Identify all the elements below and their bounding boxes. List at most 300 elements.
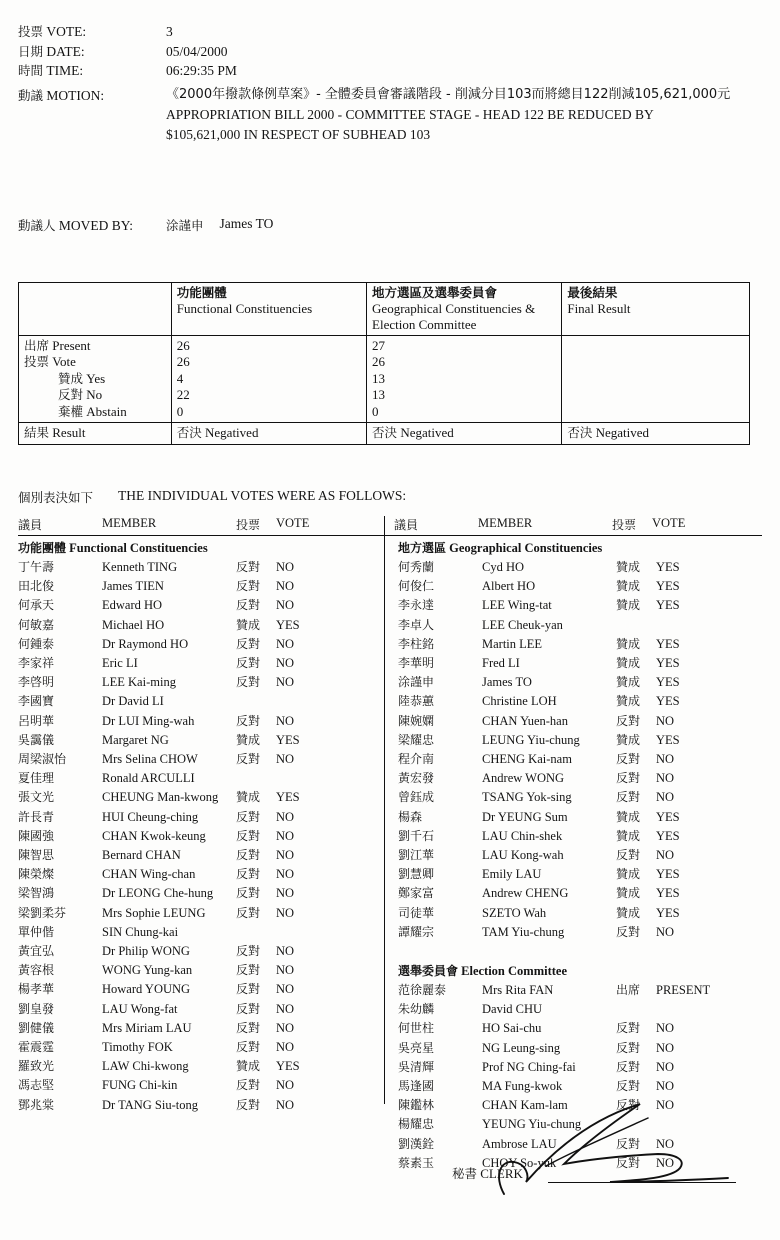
- member-name-cn: 陳榮燦: [18, 867, 55, 882]
- vote-row: [18, 923, 384, 942]
- vote-value-en: YES: [656, 656, 680, 671]
- vote-value-en: YES: [656, 636, 680, 651]
- vote-value-en: NO: [276, 809, 295, 824]
- vote-value-en: NO: [276, 944, 295, 959]
- member-name-en: Martin LEE: [482, 636, 543, 651]
- vote-row: [398, 808, 762, 827]
- votes-section-header: [398, 942, 762, 981]
- vote-row: [18, 808, 384, 827]
- summary-result-functional: 否決 Negatived: [171, 423, 366, 445]
- member-name-cn: 呂明華: [18, 713, 55, 728]
- vote-row: [18, 673, 384, 692]
- vote-value-cn: 贊成: [616, 694, 641, 709]
- member-name-cn: 羅致光: [18, 1059, 55, 1074]
- member-name-cn: 何承天: [18, 598, 55, 613]
- member-name-cn: 梁智鴻: [18, 886, 55, 901]
- member-name-cn: 夏佳理: [18, 771, 55, 786]
- votes-column-divider: [384, 516, 385, 1104]
- individual-votes-title-en: THE INDIVIDUAL VOTES WERE AS FOLLOWS:: [118, 488, 407, 503]
- individual-votes-table: [18, 516, 762, 1173]
- vote-value-cn: 反對: [236, 752, 261, 767]
- vote-value-en: YES: [656, 809, 680, 824]
- vote-value-cn: 反對: [236, 1001, 261, 1016]
- vote-row: [18, 558, 384, 577]
- member-name-cn: 曾鈺成: [398, 790, 435, 805]
- member-name-cn: 梁劉柔芬: [18, 905, 67, 920]
- member-name-cn: 鄭家富: [398, 886, 435, 901]
- member-name-en: Dr LEONG Che-hung: [102, 886, 214, 901]
- member-name-cn: 陸恭蕙: [398, 694, 435, 709]
- header-member-cn-right: 議員: [394, 518, 419, 532]
- member-name-en: Dr LUI Ming-wah: [102, 713, 195, 728]
- member-name-en: LAU Kong-wah: [482, 848, 564, 863]
- signature-line: [548, 1182, 736, 1183]
- votes-section-header-en: Election Committee: [458, 964, 568, 979]
- member-name-cn: 黃容根: [18, 963, 55, 978]
- mover-name-en: James TO: [219, 216, 274, 231]
- votes-section-header-cn: 功能團體: [18, 541, 67, 555]
- member-name-cn: 黃宜弘: [18, 944, 55, 959]
- vote-value-cn: [236, 692, 276, 711]
- vote-row: [18, 942, 384, 961]
- fc-no: 22: [176, 387, 190, 403]
- vote-value-en: NO: [656, 752, 675, 767]
- vote-row: [18, 731, 384, 750]
- mover-name-cn: 涂謹申: [166, 218, 204, 233]
- vote-value-cn: 贊成: [616, 867, 641, 882]
- member-name-en: Dr TANG Siu-tong: [102, 1097, 198, 1112]
- vote-value-cn: 反對: [236, 828, 261, 843]
- vote-value-en: NO: [276, 1040, 295, 1055]
- vote-value-cn: 贊成: [616, 886, 641, 901]
- vote-value-en: NO: [276, 905, 295, 920]
- vote-value-cn: 反對: [616, 1079, 641, 1094]
- vote-value-en: PRESENT: [656, 983, 711, 998]
- member-name-cn: 丁午壽: [18, 560, 55, 574]
- vote-value-en: [656, 1000, 716, 1019]
- vote-value-cn: 贊成: [236, 617, 261, 632]
- member-name-cn: 劉江華: [398, 848, 435, 863]
- member-name-cn: 范徐麗泰: [398, 983, 447, 998]
- vote-value-en: [276, 692, 336, 711]
- fc-yes: 4: [176, 370, 184, 386]
- vote-value-cn: 出席: [616, 983, 641, 998]
- motion-label: [18, 86, 166, 144]
- member-name-en: Margaret NG: [102, 732, 169, 747]
- member-name-en: Fred LI: [482, 656, 520, 671]
- summary-label-no: 反對 No: [58, 387, 103, 403]
- vote-value-en: NO: [656, 1079, 675, 1094]
- vote-number-label: [18, 22, 166, 42]
- member-name-en: Cyd HO: [482, 560, 525, 574]
- member-name-en: SIN Chung-kai: [102, 924, 179, 939]
- vote-row: [18, 596, 384, 615]
- gc-abstain: 0: [372, 403, 379, 419]
- gc-present: 27: [372, 338, 386, 353]
- motion-text-en-line2: $105,621,000 IN RESPECT OF SUBHEAD 103: [166, 127, 431, 142]
- member-name-cn: 楊孝華: [18, 982, 55, 997]
- vote-value-cn: 反對: [616, 924, 641, 939]
- member-name-en: LEE Wing-tat: [482, 598, 552, 613]
- moved-by-label: [18, 216, 166, 234]
- member-name-cn: 梁耀忠: [398, 732, 435, 747]
- member-name-cn: 吳靄儀: [18, 732, 55, 747]
- vote-value-en: NO: [276, 579, 295, 594]
- member-name-en: Albert HO: [482, 579, 536, 594]
- member-name-cn: 司徒華: [398, 905, 435, 920]
- vote-value-en: NO: [276, 867, 295, 882]
- vote-row: [18, 712, 384, 731]
- vote-value-cn: 贊成: [616, 809, 641, 824]
- member-name-cn: 劉千石: [398, 828, 435, 843]
- member-name-cn: 吳亮星: [398, 1040, 435, 1055]
- vote-date-label: [18, 42, 166, 62]
- member-name-cn: 朱幼麟: [398, 1002, 435, 1017]
- vote-value-cn: 反對: [616, 771, 641, 786]
- vote-value-cn: 反對: [236, 1020, 261, 1035]
- vote-value-en: NO: [276, 828, 295, 843]
- member-name-en: CHAN Yuen-han: [482, 713, 568, 728]
- member-name-en: Dr YEUNG Sum: [482, 809, 568, 824]
- vote-value-en: NO: [276, 656, 295, 671]
- member-name-en: CHAN Kwok-keung: [102, 828, 206, 843]
- vote-value-cn: 贊成: [616, 828, 641, 843]
- vote-label-en: VOTE:: [46, 24, 87, 39]
- member-name-cn: 李啓明: [18, 675, 55, 690]
- member-name-en: Mrs Miriam LAU: [102, 1020, 192, 1035]
- vote-value-en: YES: [656, 886, 680, 901]
- member-name-cn: 何俊仁: [398, 579, 435, 594]
- vote-row: [398, 846, 762, 865]
- vote-row: [398, 692, 762, 711]
- vote-value-en: NO: [276, 1020, 295, 1035]
- member-name-cn: 張文光: [18, 790, 55, 805]
- vote-row: [18, 1076, 384, 1095]
- member-name-en: CHENG Kai-nam: [482, 752, 572, 767]
- member-name-en: Ronald ARCULLI: [102, 771, 195, 786]
- member-name-en: MA Fung-kwok: [482, 1079, 563, 1094]
- summary-body-row: [19, 336, 750, 423]
- clerk-label-cn: 秘書: [452, 1166, 478, 1181]
- moved-by-label-en: MOVED BY:: [58, 218, 134, 233]
- vote-row: [398, 616, 762, 635]
- member-name-en: CHEUNG Man-kwong: [102, 790, 219, 805]
- vote-value-en: NO: [276, 886, 295, 901]
- header-vote-en-right: VOTE: [652, 516, 686, 530]
- member-name-cn: 楊森: [398, 809, 423, 824]
- votes-column-left: [18, 536, 384, 1173]
- member-name-en: Bernard CHAN: [102, 848, 181, 863]
- votes-header-right: [386, 516, 762, 533]
- signature-ink: [490, 1102, 750, 1202]
- vote-value-en: YES: [656, 694, 680, 709]
- vote-value-cn: 贊成: [236, 732, 261, 747]
- summary-values-geographical: [367, 336, 562, 423]
- vote-value-en: NO: [656, 1040, 675, 1055]
- fc-present: 26: [176, 338, 190, 353]
- member-name-cn: 李家祥: [18, 656, 55, 671]
- vote-row: [18, 827, 384, 846]
- clerk-label-en: CLERK: [480, 1166, 523, 1181]
- vote-value-en: NO: [656, 1155, 675, 1170]
- summary-col-geographical-en: Geographical Constituencies & Election Committee: [372, 301, 536, 332]
- vote-number-value: 3: [166, 24, 173, 39]
- member-name-cn: 何鍾泰: [18, 636, 55, 651]
- vote-value-en: NO: [276, 675, 295, 690]
- vote-row: [18, 654, 384, 673]
- vote-row: [398, 1000, 762, 1019]
- votes-header-row: [18, 516, 762, 535]
- vote-value-cn: 贊成: [616, 675, 641, 690]
- vote-value-cn: 反對: [616, 790, 641, 805]
- motion-label-en: MOTION:: [46, 88, 105, 103]
- member-name-en: CHOY So-yuk: [482, 1155, 557, 1170]
- member-name-en: LAW Chi-kwong: [102, 1059, 189, 1074]
- vote-row: [18, 1038, 384, 1057]
- member-name-en: David CHU: [482, 1002, 543, 1017]
- vote-row: [398, 731, 762, 750]
- member-name-en: Kenneth TING: [102, 560, 178, 574]
- vote-value-cn: 反對: [236, 1040, 261, 1055]
- votes-section-header-en: Functional Constituencies: [66, 541, 208, 555]
- votes-section-header-cn: 地方選區: [398, 541, 447, 555]
- vote-value-en: NO: [276, 598, 295, 613]
- vote-row: [398, 827, 762, 846]
- vote-value-cn: 反對: [236, 848, 261, 863]
- vote-value-cn: 反對: [616, 1098, 641, 1113]
- vote-value-cn: [616, 1000, 656, 1019]
- vote-row: [18, 1019, 384, 1038]
- votes-columns: [18, 536, 762, 1173]
- time-label-en: TIME:: [46, 63, 84, 78]
- vote-value-cn: [236, 923, 276, 942]
- member-name-cn: 涂謹申: [398, 675, 435, 690]
- vote-value-en: NO: [656, 848, 675, 863]
- date-label-cn: 日期: [18, 43, 44, 59]
- motion-block: [18, 86, 778, 144]
- vote-value-en: YES: [656, 560, 680, 574]
- vote-meta-block: [18, 22, 237, 81]
- vote-row: [398, 884, 762, 903]
- summary-col-geographical-cn: 地方選區及選舉委員會: [372, 285, 498, 300]
- vote-row: [398, 596, 762, 615]
- vote-value-cn: 反對: [616, 713, 641, 728]
- gc-no: 13: [372, 387, 386, 403]
- member-name-cn: 黃宏發: [398, 771, 435, 786]
- vote-row: [18, 635, 384, 654]
- votes-header-left: [18, 516, 386, 533]
- vote-value-cn: 反對: [236, 867, 261, 882]
- vote-time-value: 06:29:35 PM: [166, 63, 237, 78]
- vote-value-en: NO: [656, 771, 675, 786]
- member-name-en: Andrew CHENG: [482, 886, 569, 901]
- vote-value-en: NO: [656, 790, 675, 805]
- member-name-en: Prof NG Ching-fai: [482, 1059, 576, 1074]
- vote-value-en: NO: [656, 713, 675, 728]
- vote-row: [398, 865, 762, 884]
- vote-row: [398, 904, 762, 923]
- fc-abstain: 0: [176, 403, 184, 419]
- vote-value-en: NO: [656, 1059, 675, 1074]
- member-name-cn: 劉漢銓: [398, 1136, 435, 1151]
- individual-votes-title: [18, 488, 406, 506]
- individual-votes-title-cn: 個別表決如下: [18, 490, 94, 505]
- vote-row: [18, 692, 384, 711]
- votes-section-header: [18, 536, 384, 558]
- vote-value-en: NO: [276, 1097, 295, 1112]
- member-name-en: CHAN Wing-chan: [102, 867, 196, 882]
- vote-row: [398, 769, 762, 788]
- vote-value-en: NO: [276, 982, 295, 997]
- vote-value-en: YES: [656, 867, 680, 882]
- member-name-cn: 李卓人: [398, 617, 435, 632]
- vote-row: [18, 577, 384, 596]
- vote-row: [18, 1096, 384, 1115]
- summary-values-functional: [171, 336, 366, 423]
- member-name-en: Mrs Rita FAN: [482, 983, 554, 998]
- vote-number-row: [18, 22, 237, 42]
- header-vote-cn-left: 投票: [236, 518, 261, 532]
- vote-row: [398, 673, 762, 692]
- vote-value-en: NO: [656, 1136, 675, 1151]
- vote-value-cn: 反對: [236, 713, 261, 728]
- member-name-en: Dr Raymond HO: [102, 636, 189, 651]
- member-name-en: Mrs Sophie LEUNG: [102, 905, 206, 920]
- summary-label-present: 出席 Present: [24, 338, 91, 353]
- votes-section-header: [398, 536, 762, 558]
- member-name-en: Howard YOUNG: [102, 982, 191, 997]
- member-name-en: Emily LAU: [482, 867, 542, 882]
- vote-value-cn: 反對: [616, 1059, 641, 1074]
- vote-value-cn: 反對: [236, 1078, 261, 1093]
- member-name-cn: 譚耀宗: [398, 924, 435, 939]
- member-name-en: Andrew WONG: [482, 771, 565, 786]
- motion-text-en-line1: APPROPRIATION BILL 2000 - COMMITTEE STAGE - HEAD 122 BE REDUCED BY: [166, 107, 654, 122]
- vote-value-en: YES: [656, 598, 680, 613]
- vote-row: [398, 712, 762, 731]
- vote-row: [398, 1077, 762, 1096]
- summary-corner-cell: [19, 283, 172, 336]
- vote-value-cn: 反對: [616, 752, 641, 767]
- moved-by-label-cn: 動議人: [18, 218, 56, 233]
- vote-value-cn: 反對: [236, 636, 261, 651]
- member-name-cn: 許長青: [18, 809, 55, 824]
- member-name-cn: 馬逢國: [398, 1079, 435, 1094]
- gc-vote: 26: [372, 354, 386, 370]
- fc-vote: 26: [176, 354, 190, 370]
- member-name-en: Michael HO: [102, 617, 165, 632]
- member-name-en: TSANG Yok-sing: [482, 790, 572, 805]
- vote-value-cn: 贊成: [616, 656, 641, 671]
- vote-value-en: YES: [656, 675, 680, 690]
- member-name-cn: 陳國強: [18, 828, 55, 843]
- member-name-cn: 李國寶: [18, 694, 55, 709]
- date-label-en: DATE:: [46, 43, 85, 59]
- votes-column-right: [384, 536, 762, 1173]
- vote-value-cn: 反對: [236, 675, 261, 690]
- vote-value-cn: 贊成: [616, 636, 641, 651]
- member-name-en: Mrs Selina CHOW: [102, 752, 198, 767]
- vote-value-en: YES: [656, 828, 680, 843]
- vote-value-cn: 反對: [616, 1136, 641, 1151]
- vote-value-cn: [236, 769, 276, 788]
- member-name-en: Dr David LI: [102, 694, 164, 709]
- vote-time-row: [18, 61, 237, 81]
- member-name-en: WONG Yung-kan: [102, 963, 193, 978]
- member-name-cn: 田北俊: [18, 579, 55, 594]
- vote-value-en: NO: [656, 1098, 675, 1113]
- member-name-en: Dr Philip WONG: [102, 944, 190, 959]
- member-name-en: LAU Chin-shek: [482, 828, 563, 843]
- vote-row: [398, 654, 762, 673]
- vote-value-cn: 反對: [236, 809, 261, 824]
- vote-row: [398, 635, 762, 654]
- moved-by-block: [18, 216, 273, 234]
- member-name-cn: 周梁淑怡: [18, 752, 67, 767]
- summary-header-row: [19, 283, 750, 336]
- header-member-en-right: MEMBER: [478, 516, 533, 530]
- summary-result-final: 否決 Negatived: [562, 423, 750, 445]
- vote-value-cn: 贊成: [616, 905, 641, 920]
- member-name-cn: 劉皇發: [18, 1001, 55, 1016]
- vote-value-en: NO: [276, 713, 295, 728]
- summary-label-yes: 贊成 Yes: [58, 370, 106, 386]
- member-name-cn: 何敏嘉: [18, 617, 55, 632]
- vote-date-row: [18, 42, 237, 62]
- vote-row: [18, 769, 384, 788]
- summary-result-row: [19, 423, 750, 445]
- vote-row: [398, 558, 762, 577]
- vote-value-cn: 贊成: [236, 1059, 261, 1074]
- member-name-cn: 程介南: [398, 752, 435, 767]
- summary-col-final-en: Final Result: [567, 301, 631, 316]
- vote-value-cn: 贊成: [236, 790, 261, 805]
- vote-value-en: NO: [656, 1021, 675, 1036]
- vote-row: [398, 1058, 762, 1077]
- vote-value-en: NO: [276, 848, 295, 863]
- member-name-en: LEE Kai-ming: [102, 675, 176, 690]
- summary-result-geographical: 否決 Negatived: [367, 423, 562, 445]
- vote-value-cn: 反對: [236, 886, 261, 901]
- vote-time-label: [18, 61, 166, 81]
- member-name-en: James TIEN: [102, 579, 164, 594]
- motion-text-cn: 《2000年撥款條例草案》- 全體委員會審議階段 - 削減分目103而將總目122削減105,621,000元: [166, 87, 731, 102]
- summary-col-functional-en: Functional Constituencies: [176, 301, 313, 316]
- member-name-en: Christine LOH: [482, 694, 557, 709]
- vote-value-en: [656, 616, 716, 635]
- header-member-cn-left: 議員: [18, 518, 43, 532]
- vote-row: [18, 846, 384, 865]
- vote-label-cn: 投票: [18, 24, 44, 39]
- member-name-cn: 鄧兆棠: [18, 1097, 55, 1112]
- vote-row: [398, 1039, 762, 1058]
- vote-value-en: YES: [276, 617, 300, 632]
- member-name-en: CHAN Kam-lam: [482, 1098, 568, 1113]
- member-name-cn: 吳清輝: [398, 1059, 435, 1074]
- vote-row: [18, 750, 384, 769]
- vote-value-cn: 反對: [616, 1155, 641, 1170]
- vote-value-cn: 反對: [616, 1021, 641, 1036]
- vote-value-cn: 反對: [236, 982, 261, 997]
- member-name-cn: 蔡素玉: [398, 1155, 435, 1170]
- vote-row: [18, 865, 384, 884]
- vote-value-en: YES: [656, 579, 680, 594]
- member-name-cn: 陳鑑林: [398, 1098, 435, 1113]
- vote-value-en: NO: [276, 1001, 295, 1016]
- vote-value-cn: 反對: [236, 598, 261, 613]
- time-label-cn: 時間: [18, 63, 44, 78]
- vote-row: [398, 981, 762, 1000]
